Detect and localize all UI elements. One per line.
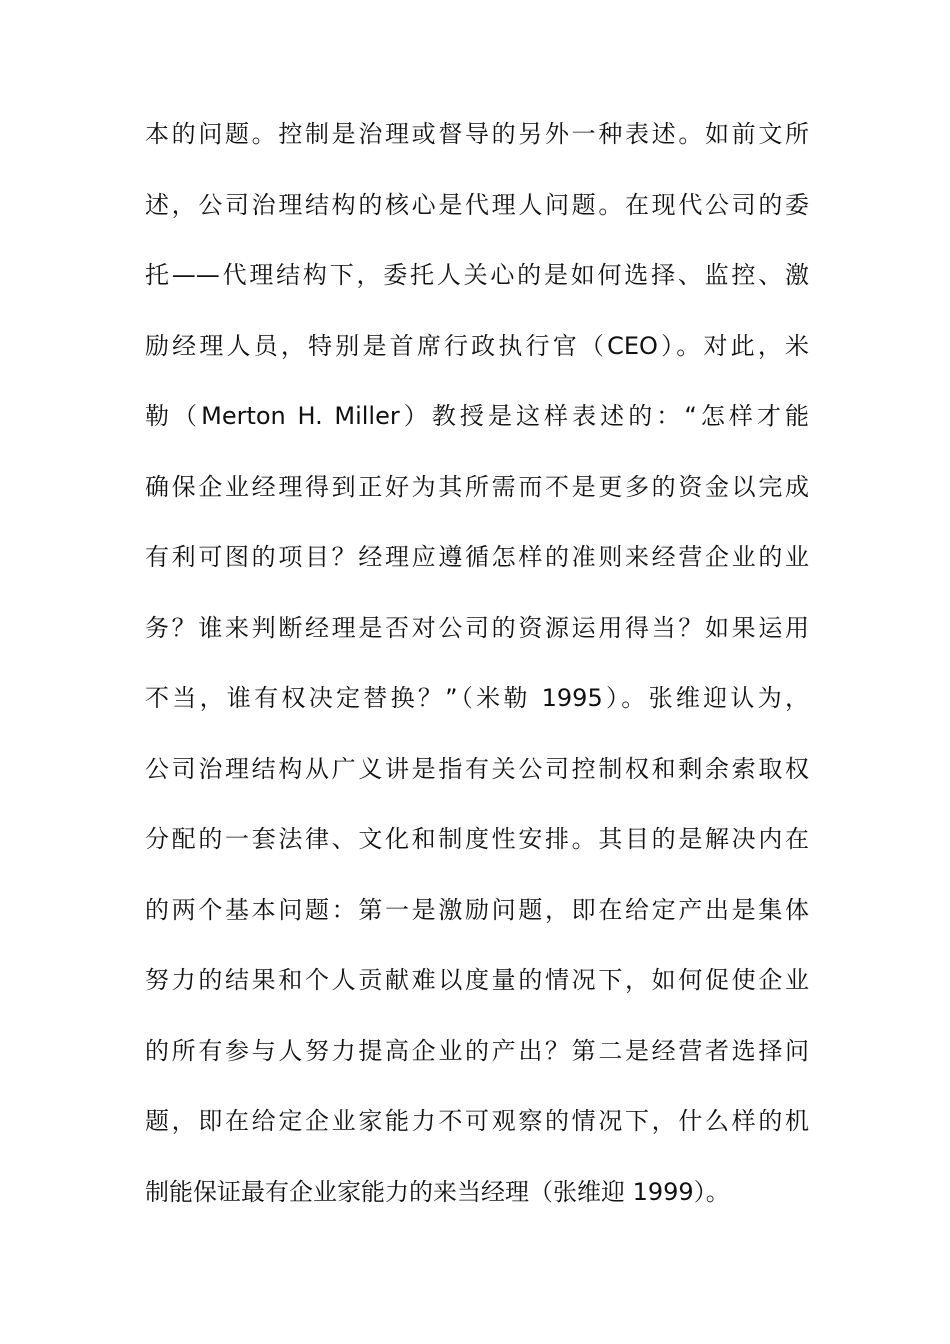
text-line: 本的问题。控制是治理或督导的另外一种表述。如前文所 <box>145 120 809 148</box>
text-line: 励经理人员，特别是首席行政执行官（CEO）。对此，米 <box>145 331 809 360</box>
text-line: 勒（Merton H. Miller）教授是这样表述的：“怎样才能 <box>145 402 809 430</box>
text-line: 务？谁来判断经理是否对公司的资源运用得当？如果运用 <box>145 613 809 642</box>
text-line: 托——代理结构下，委托人关心的是如何选择、监控、激 <box>145 261 809 289</box>
text-line: 题，即在给定企业家能力不可观察的情况下，什么样的机 <box>145 1107 809 1135</box>
text-line: 不当，谁有权决定替换？”（米勒 1995）。张维迎认为， <box>145 684 809 712</box>
text-line: 公司治理结构从广义讲是指有关公司控制权和剩余索取权 <box>145 754 809 783</box>
text-line: 分配的一套法律、文化和制度性安排。其目的是解决内在 <box>145 825 809 853</box>
text-line: 制能保证最有企业家能力的来当经理（张维迎 1999）。 <box>145 1177 730 1206</box>
text-line: 努力的结果和个人贡献难以度量的情况下，如何促使企业 <box>145 966 809 994</box>
text-line: 的所有参与人努力提高企业的产出？第二是经营者选择问 <box>145 1036 809 1065</box>
text-line: 有利可图的项目？经理应遵循怎样的准则来经营企业的业 <box>145 543 809 571</box>
text-line: 的两个基本问题：第一是激励问题，即在给定产出是集体 <box>145 895 809 924</box>
text-line: 确保企业经理得到正好为其所需而不是更多的资金以完成 <box>145 472 809 501</box>
text-line: 述，公司治理结构的核心是代理人问题。在现代公司的委 <box>145 190 809 219</box>
body-paragraph <box>145 102 809 1230</box>
